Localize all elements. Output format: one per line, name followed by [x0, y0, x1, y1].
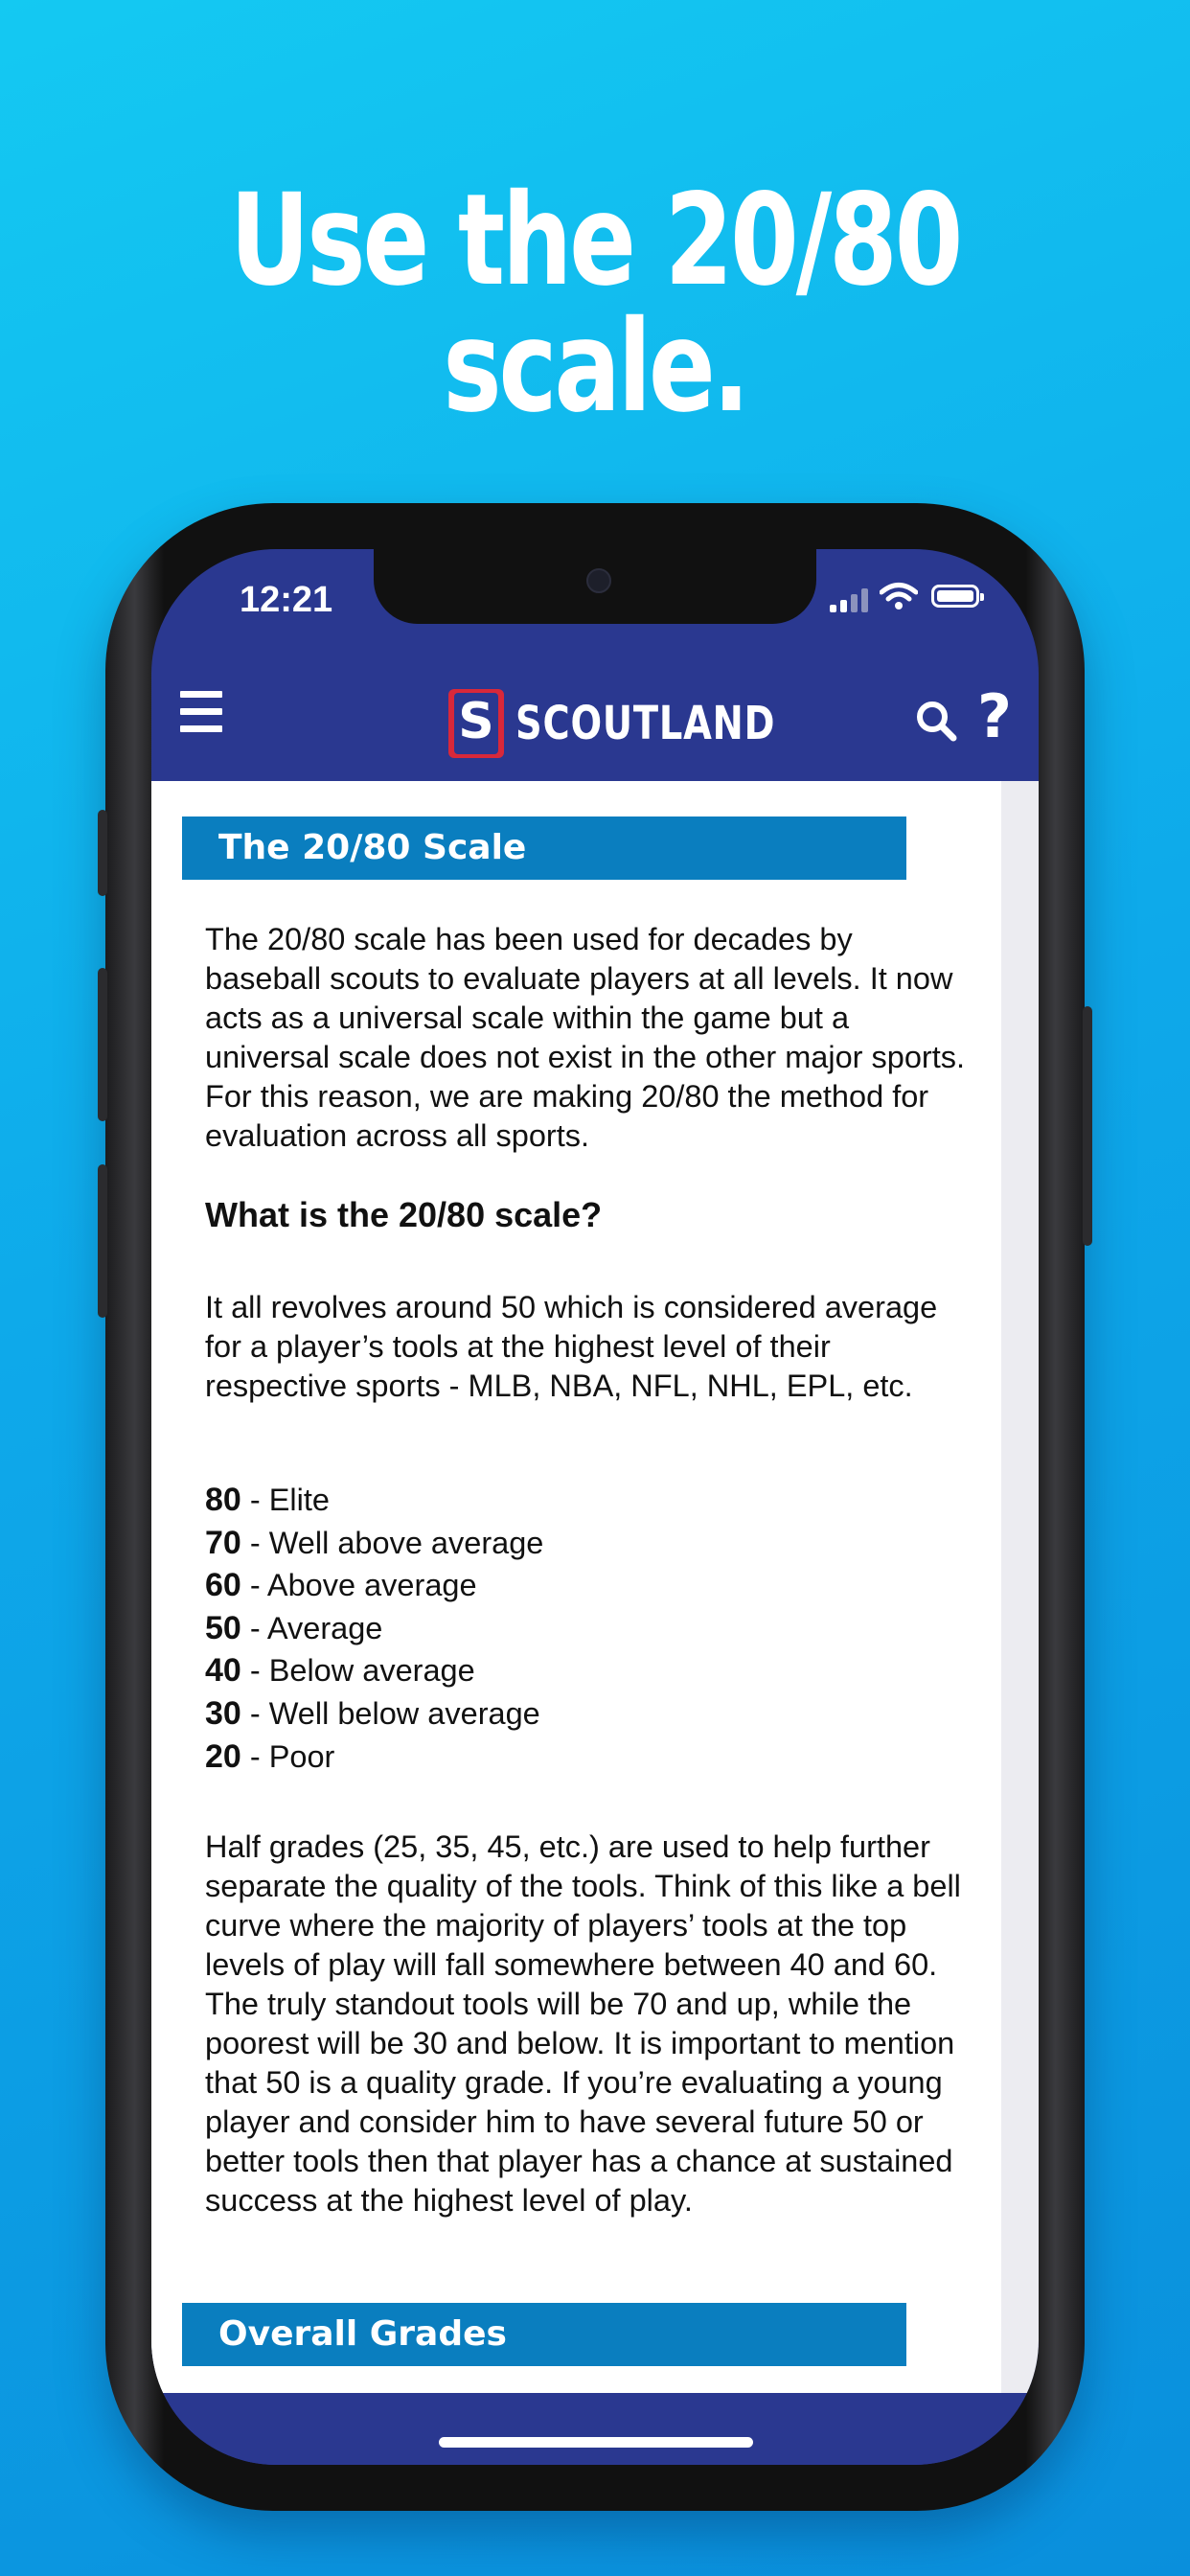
- headline: Use the 20/80 scale.: [229, 167, 961, 441]
- phone-screen: [151, 549, 1039, 2465]
- help-icon[interactable]: ?: [977, 681, 1012, 751]
- volume-up-button: [98, 968, 107, 1121]
- app-bar: [151, 655, 1039, 781]
- logo-letter: S: [454, 693, 498, 754]
- list-item: 80 - Elite: [205, 1482, 330, 1518]
- average-paragraph: It all revolves around 50 which is considered average for a player’s tools at the highest level of their respective sports - MLB, NBA, NFL, NHL, EPL, etc.: [205, 1290, 938, 1403]
- battery-icon: [931, 585, 979, 608]
- list-item: 50 - Average: [205, 1609, 383, 1646]
- section-title-scale: The 20/80 Scale: [182, 816, 906, 880]
- menu-icon[interactable]: [180, 691, 222, 733]
- list-item: 60 - Above average: [205, 1567, 477, 1604]
- half-grades-paragraph: Half grades (25, 35, 45, etc.) are used to help further separate the quality of the tools. Think of this like a bell curve where the majority of players’ tools at the top levels of play will fall somewhere between 40 and 60. The truly standout tools will be 70 and up, while the poorest will be 30 and below. It is important to mention that 50 is a quality grade. If you’re evaluating a young player and consider him to have several future 50 or better tools then that player has a chance at sustained success at the highest level of play.: [205, 1829, 961, 2218]
- status-time: 12:21: [240, 580, 333, 620]
- silent-switch: [98, 810, 107, 896]
- brand-name: SCOUTLAND: [515, 697, 776, 750]
- list-item: 40 - Below average: [205, 1652, 475, 1690]
- list-item: 20 - Poor: [205, 1737, 335, 1775]
- article-page: [151, 781, 1001, 2393]
- logo-badge-icon: [448, 689, 504, 758]
- wifi-icon: [880, 582, 918, 610]
- list-item: 70 - Well above average: [205, 1524, 544, 1561]
- notch: [374, 549, 816, 624]
- intro-paragraph: The 20/80 scale has been used for decades by baseball scouts to evaluate players at all levels. It now acts as a universal scale within the game but a universal scale does not exist in the other major sports. For this reason, we are making 20/80 the method for evaluation across all sports.: [205, 922, 966, 1153]
- cellular-signal-icon: [830, 587, 868, 612]
- phone-frame: [105, 503, 1085, 2511]
- power-button: [1083, 1006, 1092, 1246]
- grade-list: [205, 1479, 543, 1778]
- volume-down-button: [98, 1164, 107, 1318]
- list-item: 30 - Well below average: [205, 1694, 540, 1732]
- section-title-overall-grades: Overall Grades: [182, 2303, 906, 2366]
- camera-icon: [586, 568, 611, 593]
- home-indicator[interactable]: [439, 2437, 753, 2448]
- question-heading: What is the 20/80 scale?: [205, 1195, 603, 1234]
- home-indicator-bar: [151, 2393, 1039, 2465]
- content-scroll-area[interactable]: [151, 781, 1039, 2393]
- scoutland-logo: [448, 689, 840, 758]
- search-icon[interactable]: [915, 700, 957, 742]
